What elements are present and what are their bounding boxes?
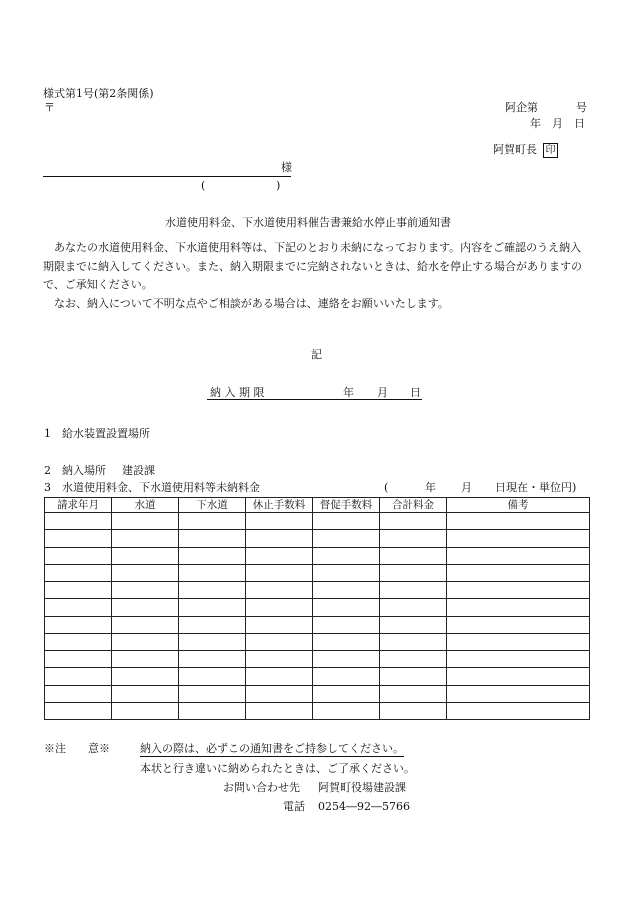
table-cell (246, 564, 313, 581)
table-cell (447, 651, 590, 668)
addressee-honorific: 様 (281, 161, 292, 174)
table-cell (313, 702, 380, 719)
table-cell (447, 702, 590, 719)
table-cell (246, 633, 313, 650)
table-cell (313, 633, 380, 650)
table-cell (447, 513, 590, 530)
table-cell (246, 685, 313, 702)
table-cell (447, 547, 590, 564)
table-cell (112, 582, 179, 599)
table-cell (313, 599, 380, 616)
table-cell (45, 530, 112, 547)
deadline-year: 年 (343, 386, 354, 399)
col-header-sewer: 下水道 (179, 498, 246, 513)
table-body (45, 513, 590, 720)
deadline-day: 日 (410, 386, 421, 399)
table-cell (313, 513, 380, 530)
item-3-label: 3 水道使用料金、下水道使用料等未納料金 (44, 481, 260, 494)
table-row (45, 702, 590, 719)
item-3-paren-open: ( (384, 481, 389, 494)
body-text (43, 239, 591, 313)
table-cell (447, 564, 590, 581)
contact-label: お問い合わせ先 (223, 781, 300, 794)
table-cell (380, 564, 447, 581)
table-cell (179, 582, 246, 599)
table-cell (112, 513, 179, 530)
table-cell (45, 633, 112, 650)
table-cell (380, 513, 447, 530)
col-header-suspension-fee: 休止手数料 (246, 498, 313, 513)
table-cell (447, 599, 590, 616)
table-cell (45, 702, 112, 719)
table-row (45, 616, 590, 633)
table-cell (179, 633, 246, 650)
table-cell (112, 668, 179, 685)
table-cell (380, 599, 447, 616)
table-cell (246, 651, 313, 668)
table-cell (112, 616, 179, 633)
table-cell (246, 616, 313, 633)
ki-marker: 記 (311, 348, 322, 361)
table-cell (112, 547, 179, 564)
table-cell (380, 702, 447, 719)
issuer-name: 阿賀町長 (493, 143, 537, 156)
table-cell (313, 530, 380, 547)
unpaid-fees-table (44, 497, 590, 720)
table-cell (246, 702, 313, 719)
col-header-reminder-fee: 督促手数料 (313, 498, 380, 513)
table-cell (179, 547, 246, 564)
table-row (45, 513, 590, 530)
table-row (45, 564, 590, 581)
table-row (45, 530, 590, 547)
document-title: 水道使用料金、下水道使用料催告書兼給水停止事前通知書 (165, 216, 451, 229)
table-row (45, 633, 590, 650)
issue-date: 年 月 日 (530, 117, 585, 130)
table-cell (246, 599, 313, 616)
col-header-billing-month: 請求年月 (45, 498, 112, 513)
table-cell (313, 685, 380, 702)
notice-line-2: 本状と行き違いに納められたときは、ご了承ください。 (140, 762, 415, 775)
table-cell (45, 547, 112, 564)
seal-stamp: 印 (543, 143, 558, 158)
contact-value: 阿賀町役場建設課 (318, 781, 406, 794)
table-header-row (45, 498, 590, 513)
table-cell (313, 616, 380, 633)
table-cell (45, 599, 112, 616)
item-3-year: 年 (425, 481, 436, 494)
issuer-block (493, 143, 558, 158)
table-cell (246, 547, 313, 564)
table-cell (179, 599, 246, 616)
doc-number-prefix: 阿企第 (505, 101, 538, 114)
table-cell (380, 651, 447, 668)
col-header-water: 水道 (112, 498, 179, 513)
table-cell (313, 668, 380, 685)
table-cell (179, 564, 246, 581)
table-cell (313, 547, 380, 564)
table-cell (380, 582, 447, 599)
table-cell (380, 616, 447, 633)
table-cell (112, 599, 179, 616)
col-header-total: 合計料金 (380, 498, 447, 513)
table-cell (45, 616, 112, 633)
table-row (45, 582, 590, 599)
table-cell (45, 582, 112, 599)
table-cell (380, 668, 447, 685)
item-2-value: 建設課 (122, 464, 155, 477)
item-3-date-tail: 日現在・単位円) (495, 481, 577, 494)
table-cell (447, 685, 590, 702)
addressee-line (43, 176, 291, 177)
table-cell (380, 633, 447, 650)
deadline-label: 納 入 期 限 (210, 386, 265, 399)
postal-mark: 〒 (44, 101, 55, 114)
body-paragraph-1: あなたの水道使用料金、下水道使用料等は、下記のとおり未納になっております。内容をご確認のうえ納入期限までに納入してください。また、納入期限までに完納されないときは、給水を停止する場合がありますので、ご承知ください。 (43, 241, 582, 291)
table-cell (179, 530, 246, 547)
table-cell (45, 651, 112, 668)
table-row (45, 685, 590, 702)
table-cell (380, 547, 447, 564)
notice-line-1: 納入の際は、必ずこの通知書をご持参してください。 (140, 742, 404, 755)
item-3-month: 月 (461, 481, 472, 494)
item-1-supply-location: 1 給水装置設置場所 (44, 427, 150, 440)
table-cell (313, 651, 380, 668)
table-cell (112, 633, 179, 650)
table-cell (246, 513, 313, 530)
table-cell (179, 616, 246, 633)
table-cell (179, 702, 246, 719)
table-cell (112, 651, 179, 668)
body-paragraph-2: なお、納入について不明な点やご相談がある場合は、連絡をお願いいたします。 (54, 296, 449, 310)
doc-number-suffix: 号 (576, 101, 587, 114)
table-cell (313, 582, 380, 599)
table-cell (112, 685, 179, 702)
table-cell (45, 513, 112, 530)
table-cell (246, 582, 313, 599)
table-cell (179, 668, 246, 685)
form-number: 様式第1号(第2条関係) (43, 87, 154, 100)
notice-label: ※注 意※ (44, 742, 110, 755)
table-cell (112, 702, 179, 719)
table-cell (447, 530, 590, 547)
table-cell (45, 564, 112, 581)
table-cell (45, 685, 112, 702)
addressee-paren-open: ( (201, 179, 206, 192)
table-row (45, 547, 590, 564)
table-cell (179, 685, 246, 702)
tel-label: 電話 (283, 800, 305, 813)
table-cell (246, 530, 313, 547)
table-cell (313, 564, 380, 581)
table-cell (447, 582, 590, 599)
addressee-paren-close: ) (276, 179, 281, 192)
table-cell (447, 668, 590, 685)
table-cell (179, 651, 246, 668)
table-cell (112, 530, 179, 547)
table-cell (380, 685, 447, 702)
table-cell (380, 530, 447, 547)
table-cell (179, 513, 246, 530)
table-cell (246, 668, 313, 685)
table-cell (45, 668, 112, 685)
table-cell (447, 616, 590, 633)
table-row (45, 668, 590, 685)
table-row (45, 651, 590, 668)
col-header-remarks: 備考 (447, 498, 590, 513)
table-cell (112, 564, 179, 581)
tel-value: 0254―92―5766 (318, 800, 410, 813)
table-row (45, 599, 590, 616)
deadline-month: 月 (377, 386, 388, 399)
table-cell (447, 633, 590, 650)
item-2-label: 2 納入場所 (44, 464, 106, 477)
